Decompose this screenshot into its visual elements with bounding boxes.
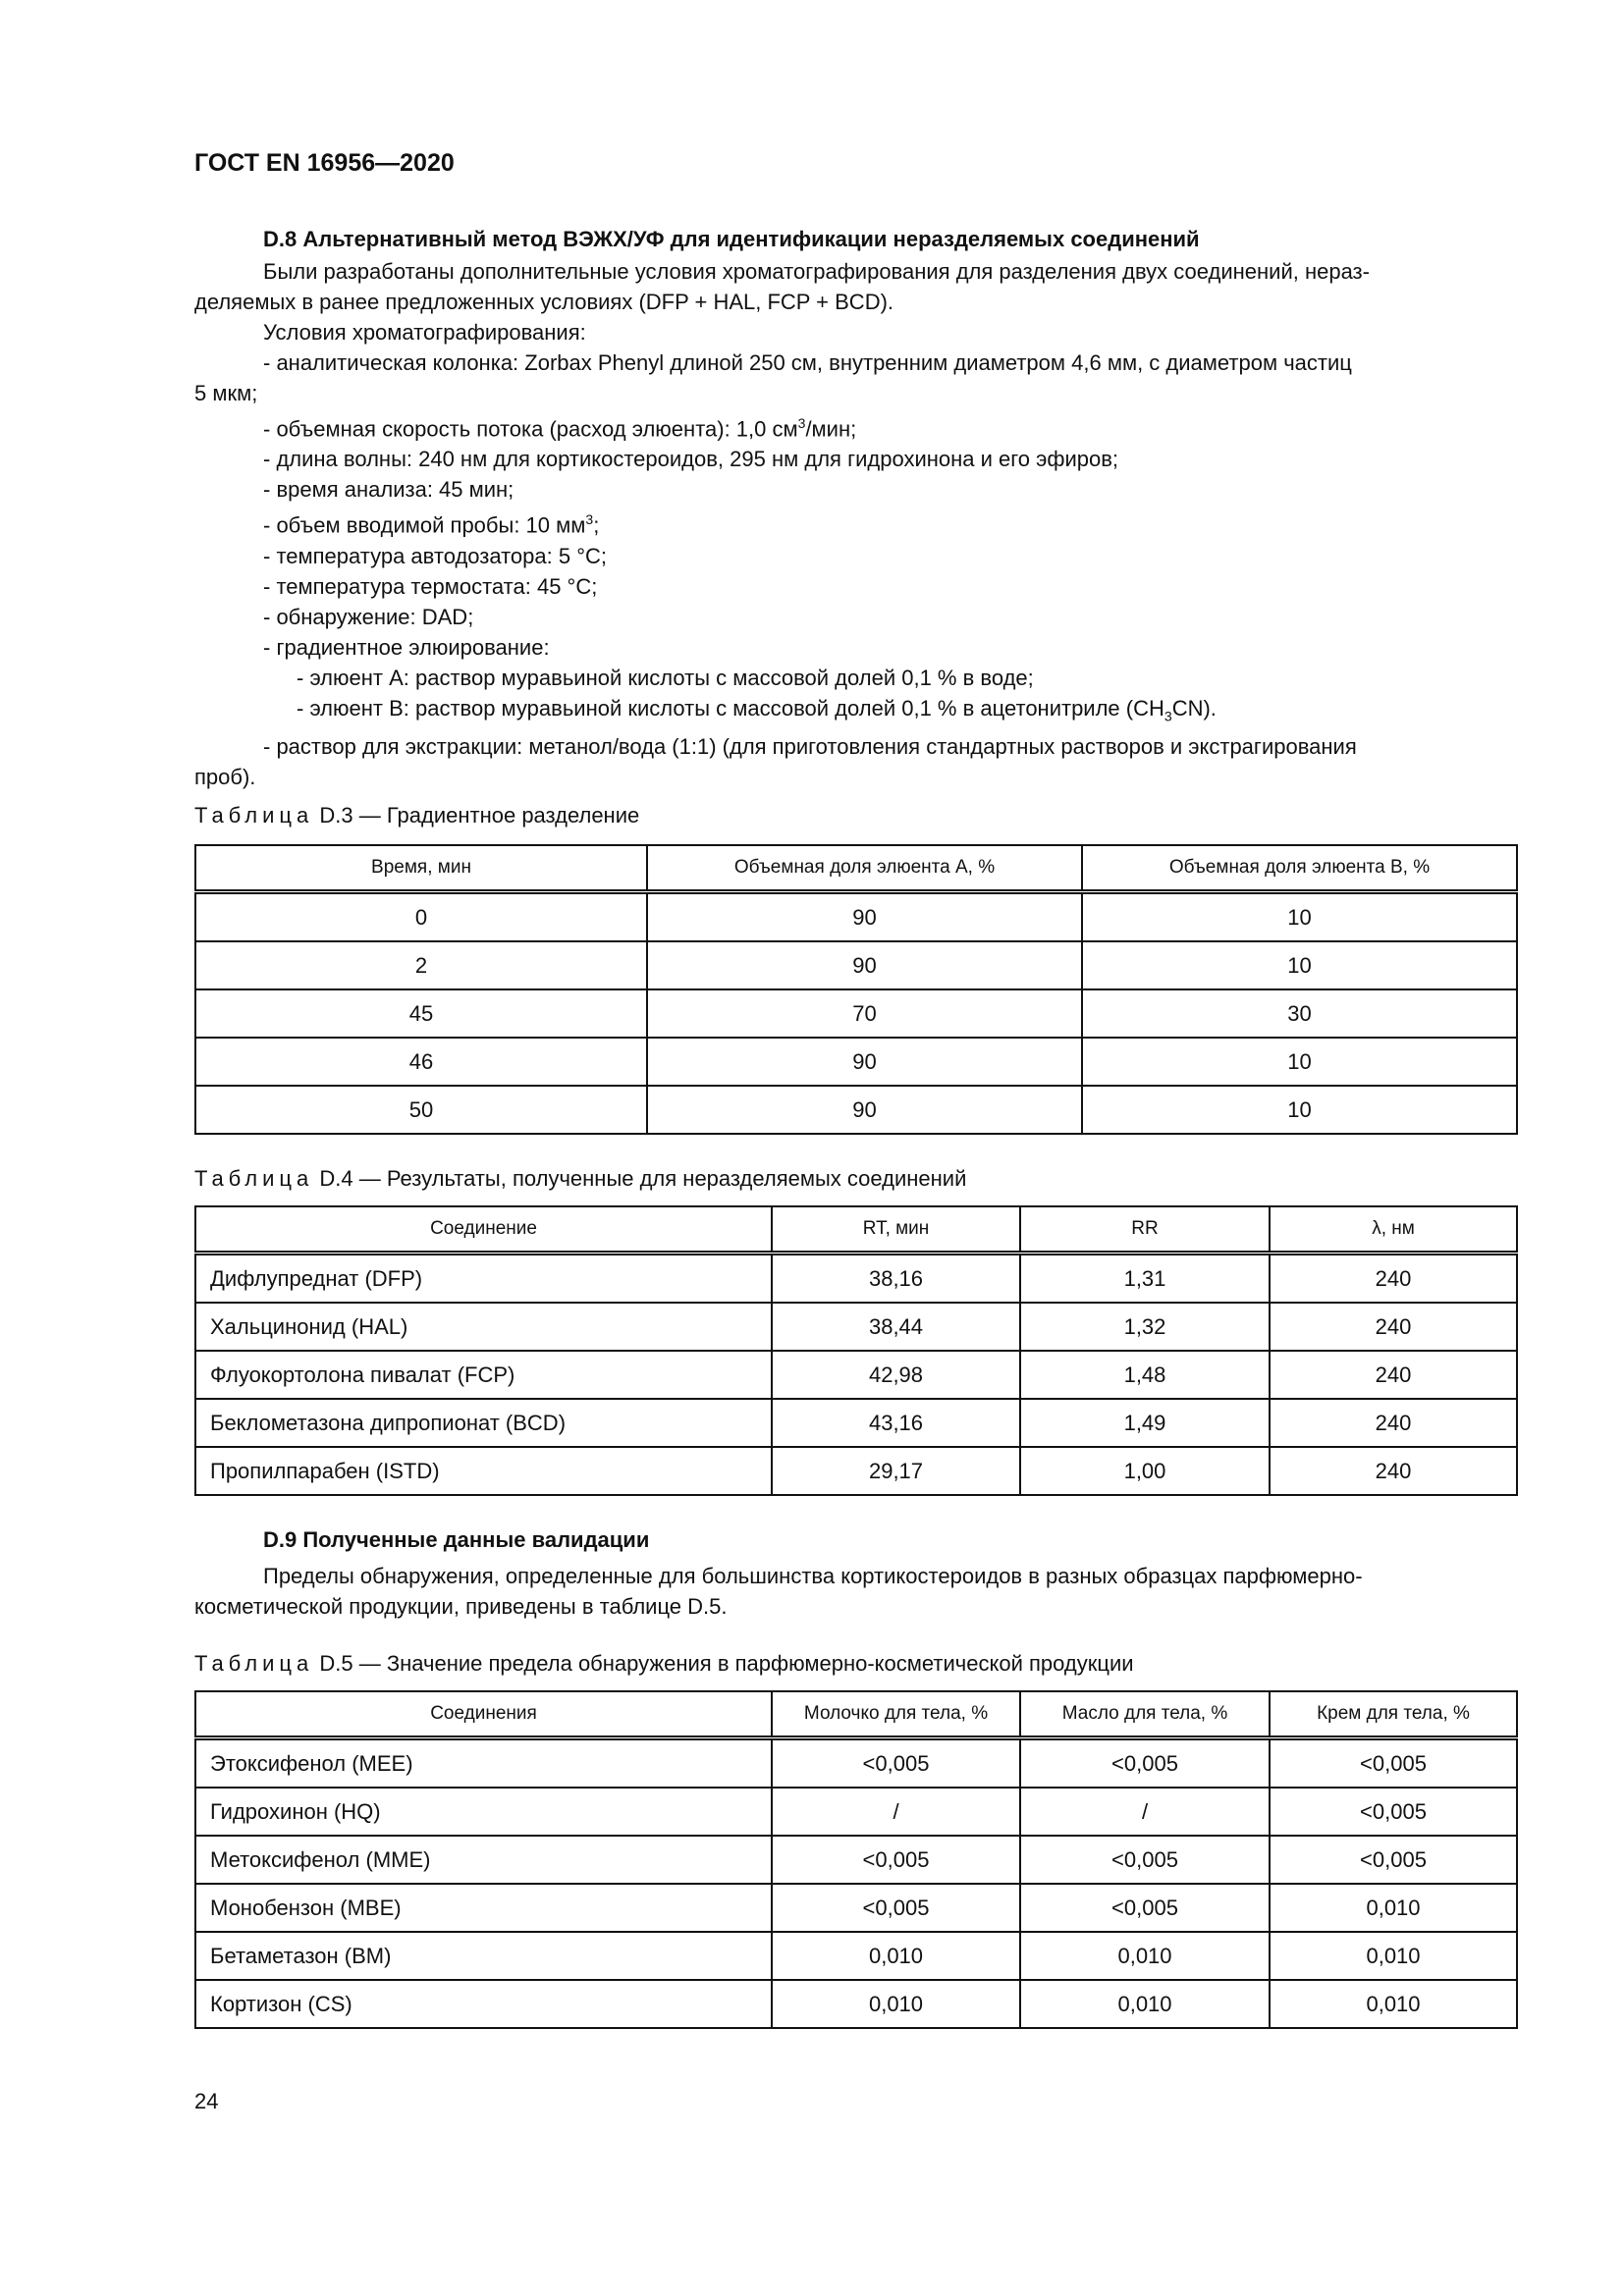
table-cell: Бетаметазон (BM): [195, 1932, 772, 1980]
table-cell: 90: [647, 1038, 1082, 1086]
list-item: - температура термостата: 45 °C;: [263, 573, 598, 599]
table-row: [195, 1447, 1517, 1495]
table-row: [195, 1399, 1517, 1447]
list-item: - раствор для экстракции: метанол/вода (1:1) (для приготовления стандартных растворов и экстрагирования: [263, 734, 1357, 760]
caption-text: D.4 — Результаты, полученные для неразделяемых соединений: [319, 1166, 967, 1191]
paragraph-line: косметической продукции, приведены в таблице D.5.: [194, 1594, 728, 1619]
table-cell: 10: [1082, 892, 1517, 942]
column-header: Время, мин: [195, 845, 647, 892]
list-item: - температура автодозатора: 5 °C;: [263, 543, 608, 568]
list-item: проб).: [194, 765, 256, 790]
column-header: RT, мин: [772, 1206, 1020, 1254]
table-header-row: [195, 1206, 1517, 1254]
table-cell: /: [772, 1788, 1020, 1836]
superscript: 3: [797, 415, 806, 431]
table-cell: 43,16: [772, 1399, 1020, 1447]
list-item: - элюент А: раствор муравьиной кислоты с массовой долей 0,1 % в воде;: [297, 665, 1034, 690]
table-cell: Монобензон (MBE): [195, 1884, 772, 1932]
table-cell: 240: [1270, 1351, 1517, 1399]
table-cell: 10: [1082, 1038, 1517, 1086]
table-cell: 45: [195, 989, 647, 1038]
table-cell: Дифлупреднат (DFP): [195, 1254, 772, 1304]
list-item: - обнаружение: DAD;: [263, 604, 474, 629]
section-title: D.8 Альтернативный метод ВЭЖХ/УФ для идентификации неразделяемых соединений: [263, 227, 1200, 251]
list-item: [194, 408, 1518, 444]
table-cell: 90: [647, 941, 1082, 989]
column-header: Масло для тела, %: [1020, 1691, 1270, 1738]
table-cell: 29,17: [772, 1447, 1020, 1495]
table-cell: 240: [1270, 1303, 1517, 1351]
table-cell: 42,98: [772, 1351, 1020, 1399]
list-item: - аналитическая колонка: Zorbax Phenyl длиной 250 см, внутренним диаметром 4,6 мм, с диаметром частиц: [263, 350, 1352, 375]
caption-word: Таблица: [194, 1166, 314, 1191]
table-row: [195, 1254, 1517, 1304]
table-d4: [194, 1205, 1518, 1496]
table-d5-caption: [194, 1651, 1134, 1677]
table-cell: <0,005: [1020, 1738, 1270, 1789]
section-d9: [194, 1527, 1518, 1622]
table-cell: Пропилпарабен (ISTD): [195, 1447, 772, 1495]
table-row: [195, 1351, 1517, 1399]
table-cell: /: [1020, 1788, 1270, 1836]
table-row: [195, 1038, 1517, 1086]
list-item: - градиентное элюирование:: [263, 634, 550, 660]
table-cell: 46: [195, 1038, 647, 1086]
table-cell: 1,48: [1020, 1351, 1270, 1399]
table-cell: 70: [647, 989, 1082, 1038]
table-cell: 0,010: [1020, 1980, 1270, 2028]
table-row: [195, 989, 1517, 1038]
table-cell: <0,005: [1270, 1788, 1517, 1836]
table-cell: <0,005: [772, 1884, 1020, 1932]
table-d3-caption: [194, 803, 639, 828]
table-cell: Метоксифенол (MME): [195, 1836, 772, 1884]
caption-text: D.5 — Значение предела обнаружения в парфюмерно-косметической продукции: [319, 1651, 1134, 1676]
section-body: [194, 1561, 1518, 1622]
caption-word: Таблица: [194, 1651, 314, 1676]
table-cell: 0,010: [1270, 1884, 1517, 1932]
table-cell: Этоксифенол (MEE): [195, 1738, 772, 1789]
table-cell: Флуокортолона пивалат (FCP): [195, 1351, 772, 1399]
table-cell: <0,005: [1020, 1836, 1270, 1884]
table-cell: 1,00: [1020, 1447, 1270, 1495]
text: CN).: [1171, 695, 1217, 721]
table-cell: 10: [1082, 1086, 1517, 1134]
table-d4-caption: [194, 1166, 966, 1192]
column-header: Объемная доля элюента А, %: [647, 845, 1082, 892]
caption-word: Таблица: [194, 803, 314, 828]
table-d3: [194, 844, 1518, 1135]
paragraph-line: Пределы обнаружения, определенные для большинства кортикостероидов в разных образцах парфюмерно-: [263, 1564, 1363, 1588]
section-title: D.9 Полученные данные валидации: [263, 1527, 650, 1552]
table-cell: <0,005: [1020, 1884, 1270, 1932]
table-cell: 1,49: [1020, 1399, 1270, 1447]
table-row: [195, 1836, 1517, 1884]
paragraph-line: деляемых в ранее предложенных условиях (DFP + HAL, FCP + BCD).: [194, 290, 894, 314]
table-row: [195, 1788, 1517, 1836]
table-cell: 50: [195, 1086, 647, 1134]
table-cell: 0,010: [772, 1980, 1020, 2028]
table-cell: Гидрохинон (HQ): [195, 1788, 772, 1836]
table-cell: 240: [1270, 1399, 1517, 1447]
table-cell: 0,010: [1020, 1932, 1270, 1980]
table-cell: 0,010: [772, 1932, 1020, 1980]
table-cell: <0,005: [772, 1738, 1020, 1789]
table-cell: 0,010: [1270, 1980, 1517, 2028]
table-header-row: [195, 1691, 1517, 1738]
column-header: Молочко для тела, %: [772, 1691, 1020, 1738]
table-cell: 240: [1270, 1254, 1517, 1304]
table-cell: 38,44: [772, 1303, 1020, 1351]
table-cell: 90: [647, 892, 1082, 942]
table-cell: 0,010: [1270, 1932, 1517, 1980]
column-header: Крем для тела, %: [1270, 1691, 1517, 1738]
text: - объем вводимой пробы: 10 мм: [263, 512, 586, 538]
paragraph-line: Условия хроматографирования:: [263, 320, 586, 345]
column-header: RR: [1020, 1206, 1270, 1254]
section-d8: [194, 227, 1518, 792]
table-row: [195, 1932, 1517, 1980]
table-cell: 240: [1270, 1447, 1517, 1495]
table-cell: 90: [647, 1086, 1082, 1134]
table-row: [195, 1086, 1517, 1134]
table-cell: 38,16: [772, 1254, 1020, 1304]
table-row: [195, 1738, 1517, 1789]
table-cell: 0: [195, 892, 647, 942]
column-header: Объемная доля элюента В, %: [1082, 845, 1517, 892]
caption-text: D.3 — Градиентное разделение: [319, 803, 640, 828]
subscript: 3: [1164, 708, 1172, 724]
table-cell: 1,32: [1020, 1303, 1270, 1351]
column-header: Соединения: [195, 1691, 772, 1738]
superscript: 3: [585, 511, 594, 528]
list-item: [194, 505, 1518, 540]
table-row: [195, 1303, 1517, 1351]
table-row: [195, 1980, 1517, 2028]
table-cell: 2: [195, 941, 647, 989]
paragraph-line: Были разработаны дополнительные условия хроматографирования для разделения двух соединений, нераз-: [263, 259, 1370, 284]
table-cell: <0,005: [772, 1836, 1020, 1884]
table-header-row: [195, 845, 1517, 892]
table-cell: <0,005: [1270, 1836, 1517, 1884]
column-header: Соединение: [195, 1206, 772, 1254]
table-row: [195, 941, 1517, 989]
table-cell: 10: [1082, 941, 1517, 989]
column-header: λ, нм: [1270, 1206, 1517, 1254]
list-item: - время анализа: 45 мин;: [263, 477, 514, 503]
text: ;: [593, 512, 600, 538]
table-cell: Хальцинонид (HAL): [195, 1303, 772, 1351]
table-cell: Беклометазона дипропионат (BCD): [195, 1399, 772, 1447]
list-item: - длина волны: 240 нм для кортикостероидов, 295 нм для гидрохинона и его эфиров;: [263, 447, 1119, 472]
table-d5: [194, 1690, 1518, 2029]
table-cell: 1,31: [1020, 1254, 1270, 1304]
table-cell: 30: [1082, 989, 1517, 1038]
text: - объемная скорость потока (расход элюента): 1,0 см: [263, 416, 798, 442]
table-cell: <0,005: [1270, 1738, 1517, 1789]
table-cell: Кортизон (CS): [195, 1980, 772, 2028]
text: /мин;: [805, 416, 857, 442]
table-row: [195, 1884, 1517, 1932]
list-item: 5 мкм;: [194, 381, 258, 405]
text: - элюент В: раствор муравьиной кислоты с массовой долей 0,1 % в ацетонитриле (CH: [297, 695, 1164, 721]
page-number: 24: [194, 2089, 219, 2113]
table-row: [195, 892, 1517, 942]
list-item: [194, 693, 1518, 731]
document-header: ГОСТ EN 16956—2020: [194, 149, 455, 177]
section-body: [194, 256, 1518, 792]
